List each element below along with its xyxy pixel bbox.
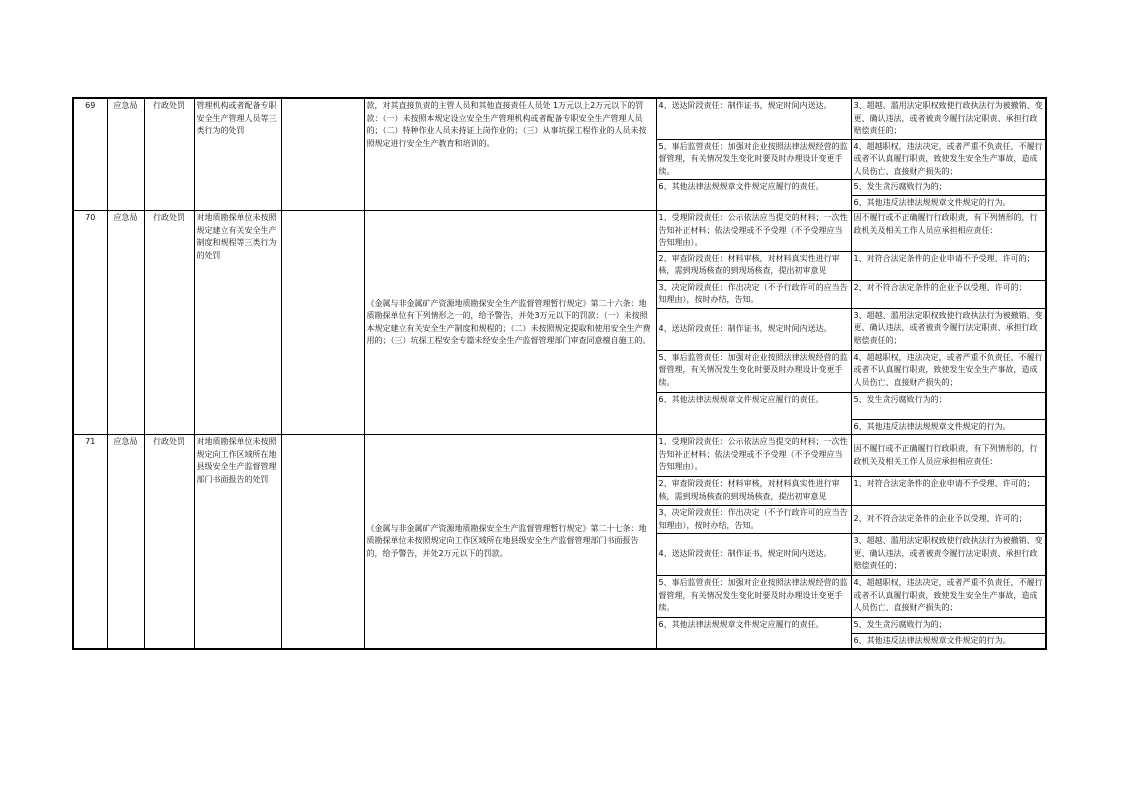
power-type-cell: 行政处罚: [144, 435, 194, 650]
row-number: 70: [73, 211, 107, 435]
accountability-cell: [851, 180, 1046, 211]
duty-cell: 5、事后监管责任：加强对企业按照法律法规经营的监督管理，有关情况发生变化时要及时办理设计变更手续。: [656, 139, 851, 180]
item-name-cell: 对地质勘探单位未按照规定向工作区域所在地县级安全生产监督管理部门书面报告的处罚: [194, 435, 281, 650]
duty-cell: 2、审查阶段责任：材料审核，对材料真实性进行审核，需到现场核查的到现场核查，提出初审意见: [656, 251, 851, 280]
duty-cell: 1、受理阶段责任：公示依法应当提交的材料；一次性告知补正材料；依法受理或不予受理（不予受理应当告知理由）。: [656, 435, 851, 477]
row-number: 69: [73, 98, 107, 211]
department-cell: 应急局: [107, 435, 144, 650]
duty-cell: 4、送达阶段责任：制作证书，规定时间内送达。: [656, 98, 851, 139]
accountability-cell: 4、超越职权，违法决定，或者严重不负责任，不履行或者不认真履行职责，致使发生安全生产事故，造成人员伤亡、直接财产损失的；: [851, 139, 1046, 180]
duty-cell: 4、送达阶段责任：制作证书，规定时间内送达。: [656, 534, 851, 576]
accountability-cell: 因不履行或不正确履行行政职责，有下列情形的，行政机关及相关工作人员应承担相应责任：: [851, 435, 1046, 477]
duty-cell: 5、事后监管责任：加强对企业按照法律法规经营的监督管理，有关情况发生变化时要及时办理设计变更手续。: [656, 350, 851, 392]
duty-cell: 4、送达阶段责任：制作证书，规定时间内送达。: [656, 308, 851, 350]
accountability-cell: 1、对符合法定条件的企业申请不予受理、许可的；: [851, 477, 1046, 506]
item-name-cell: 对地质勘探单位未按照规定建立有关安全生产制度和规程等三类行为的处罚: [194, 211, 281, 435]
legal-basis-cell: 款，对其直接负责的主管人员和其他直接责任人员处 1万元以上2万元以下的罚款：（一）未按照本规定设立安全生产管理机构或者配备专职安全生产管理人员的；（二）特种作业人员未持证上岗作业的；（三）从事坑探工程作业的人员未按照规定进行安全生产教育和培训的。: [364, 98, 656, 211]
accountability-item: 5、发生贪污腐败行为的；: [852, 180, 1046, 196]
department-cell: 应急局: [107, 98, 144, 211]
duty-cell: 3、决定阶段责任：作出决定（不予行政许可的应当告知理由），按时办结，告知。: [656, 506, 851, 534]
duty-cell: 5、事后监管责任：加强对企业按照法律法规经营的监督管理，有关情况发生变化时要及时办理设计变更手续。: [656, 576, 851, 618]
accountability-cell: 6、其他违反法律法规规章文件规定的行为。: [851, 633, 1046, 649]
accountability-cell: 5、发生贪污腐败行为的；: [851, 618, 1046, 634]
duty-cell: 2、审查阶段责任：材料审核，对材料真实性进行审核，需到现场核查的到现场核查，提出初审意见: [656, 477, 851, 506]
power-type-cell: 行政处罚: [144, 211, 194, 435]
duty-cell: 6、其他法律法规规章文件规定应履行的责任。: [656, 180, 851, 211]
empty-cell: [281, 435, 364, 650]
department-cell: 应急局: [107, 211, 144, 435]
accountability-cell: 3、超越、滥用法定职权致使行政执法行为被撤销、变更、确认违法，或者被责令履行法定职责、承担行政赔偿责任的；: [851, 98, 1046, 139]
accountability-cell: 6、其他违反法律法规规章文件规定的行为。: [851, 419, 1046, 435]
accountability-cell: 1、对符合法定条件的企业申请不予受理、许可的；: [851, 251, 1046, 280]
accountability-cell: 2、对不符合法定条件的企业予以受理、许可的；: [851, 280, 1046, 308]
empty-cell: [281, 211, 364, 435]
accountability-cell: 4、超越职权，违法决定，或者严重不负责任，不履行或者不认真履行职责，致使发生安全生产事故，造成人员伤亡、直接财产损失的；: [851, 350, 1046, 392]
duty-cell: 6、其他法律法规规章文件规定应履行的责任。: [656, 392, 851, 435]
item-name-cell: 管理机构或者配备专职安全生产管理人员等三类行为的处罚: [194, 98, 281, 211]
accountability-cell: 4、超越职权，违法决定，或者严重不负责任，不履行或者不认真履行职责，致使发生安全生产事故，造成人员伤亡、直接财产损失的；: [851, 576, 1046, 618]
accountability-cell: 3、超越、滥用法定职权致使行政执法行为被撤销、变更、确认违法，或者被责令履行法定职责、承担行政赔偿责任的；: [851, 534, 1046, 576]
duty-cell: 6、其他法律法规规章文件规定应履行的责任。: [656, 618, 851, 650]
legal-basis-cell: 《金属与非金属矿产资源地质勘探安全生产监督管理暂行规定》第二十六条：地质勘探单位有下列情形之一的，给予警告，并处3万元以下的罚款：（一）未按照本规定建立有关安全生产制度和规程的；（二）未按照规定提取和使用安全生产费用的；（三）坑探工程安全专篇未经安全生产监督管理部门审查同意擅自施工的。: [364, 211, 656, 435]
duty-cell: 3、决定阶段责任：作出决定（不予行政许可的应当告知理由），按时办结，告知。: [656, 280, 851, 308]
accountability-item: 6、其他违反法律法规规章文件规定的行为。: [853, 197, 1011, 207]
legal-basis-cell: 《金属与非金属矿产资源地质勘探安全生产监督管理暂行规定》第二十七条：地质勘探单位未按照规定向工作区域所在地县级安全生产监督管理部门书面报告的，给予警告，并处2万元以下的罚款。: [364, 435, 656, 650]
duty-cell: 1、受理阶段责任：公示依法应当提交的材料；一次性告知补正材料；依法受理或不予受理（不予受理应当告知理由）。: [656, 211, 851, 252]
accountability-cell: 因不履行或不正确履行行政职责，有下列情形的，行政机关及相关工作人员应承担相应责任：: [851, 211, 1046, 252]
empty-cell: [281, 98, 364, 211]
duty-list-table: [72, 97, 1047, 650]
row-number: 71: [73, 435, 107, 650]
power-type-cell: 行政处罚: [144, 98, 194, 211]
accountability-cell: 3、超越、滥用法定职权致使行政执法行为被撤销、变更、确认违法，或者被责令履行法定职责、承担行政赔偿责任的；: [851, 308, 1046, 350]
accountability-cell: 5、发生贪污腐败行为的；: [851, 392, 1046, 419]
accountability-cell: 2、对不符合法定条件的企业予以受理、许可的；: [851, 506, 1046, 534]
